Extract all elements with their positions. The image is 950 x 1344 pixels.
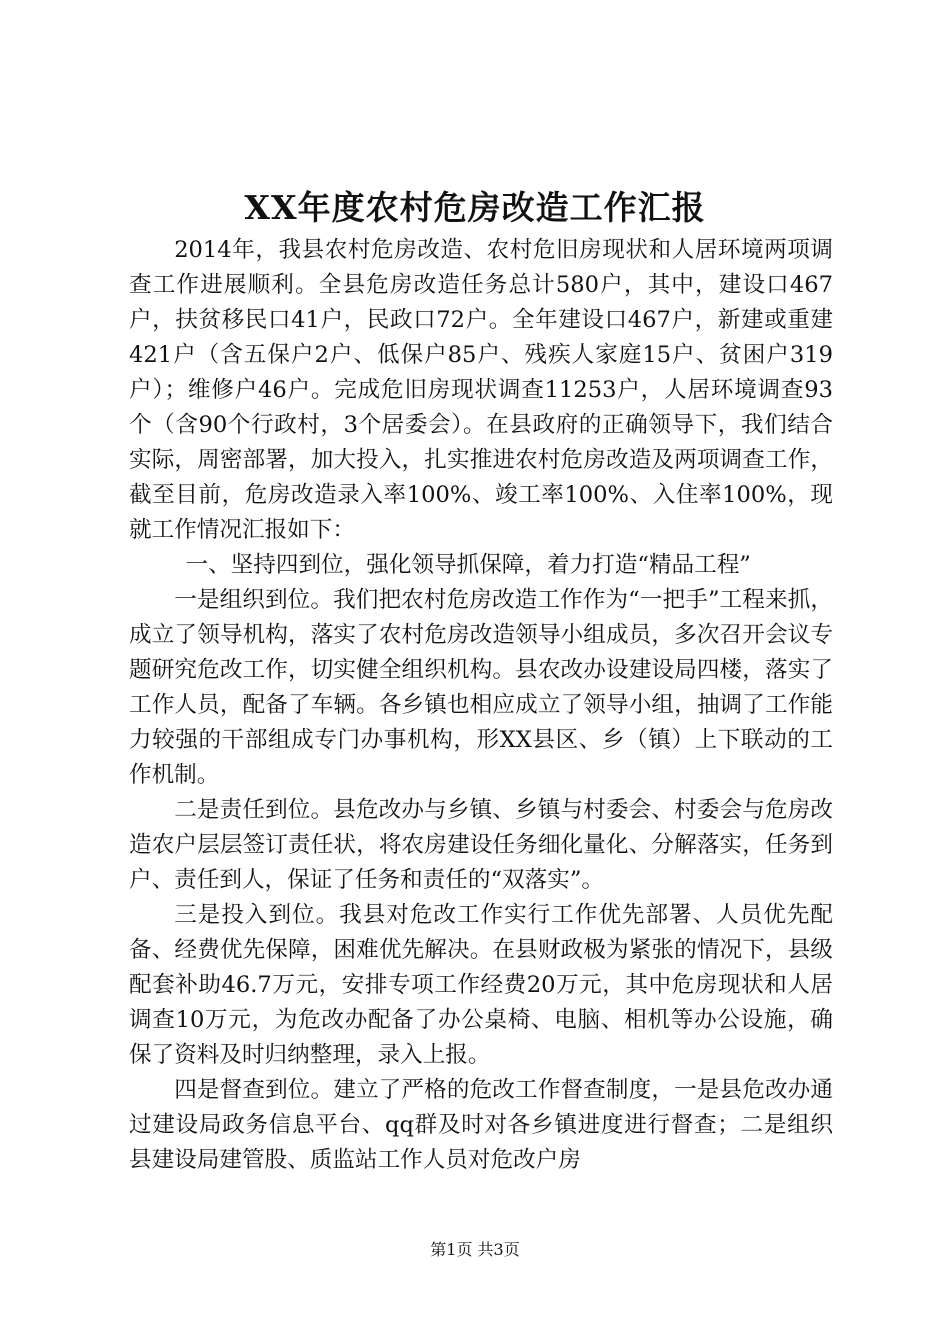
paragraph-investment: 三是投入到位。我县对危改工作实行工作优先部署、人员优先配备、经费优先保障，困难优先解决。在县财政极为紧张的情况下，县级配套补助46.7万元，安排专项工作经费20万元，其中危房现状和人居调查10万元，为危改办配备了办公桌椅、电脑、相机等办公设施，确保了资料及时归纳整理，录入上报。 xyxy=(129,902,833,1068)
paragraph-intro: 2014年，我县农村危房改造、农村危旧房现状和人居环境两项调查工作进展顺利。全县危房改造任务总计580户，其中，建设口467户，扶贫移民口41户，民政口72户。全年建设口467户，新建或重建421户（含五保户2户、低保户85户、残疾人家庭15户、贫困户319户）；维修户46户。完成危旧房现状调查11253户，人居环境调查93个（含90个行政村，3个居委会）。在县政府的正确领导下，我们结合实际，周密部署，加大投入，扎实推进农村危房改造及两项调查工作，截至目前，危房改造录入率100%、竣工率100%、入住率100%，现就工作情况汇报如下： xyxy=(129,237,833,543)
paragraph-organization: 一是组织到位。我们把农村危房改造工作作为“一把手”工程来抓，成立了领导机构，落实了农村危房改造领导小组成员，多次召开会议专题研究危改工作，切实健全组织机构。县农改办设建设局四楼，落实了工作人员，配备了车辆。各乡镇也相应成立了领导小组，抽调了工作能力较强的干部组成专门办事机构，形XX县区、乡（镇）上下联动的工作机制。 xyxy=(129,587,833,788)
section-heading: 一、坚持四到位，强化领导抓保障，着力打造“精品工程” xyxy=(185,552,751,578)
document-body xyxy=(129,233,833,1178)
paragraph-supervision: 四是督查到位。建立了严格的危改工作督查制度，一是县危改办通过建设局政务信息平台、qq群及时对各乡镇进度进行督查；二是组织县建设局建管股、质监站工作人员对危改户房 xyxy=(129,1077,833,1173)
document-title: XX年度农村危房改造工作汇报 xyxy=(244,188,706,227)
page-footer: 第1页 共3页 xyxy=(430,1240,520,1259)
paragraph-responsibility: 二是责任到位。县危改办与乡镇、乡镇与村委会、村委会与危房改造农户层层签订责任状，将农房建设任务细化量化、分解落实，任务到户、责任到人，保证了任务和责任的“双落实”。 xyxy=(129,797,833,893)
